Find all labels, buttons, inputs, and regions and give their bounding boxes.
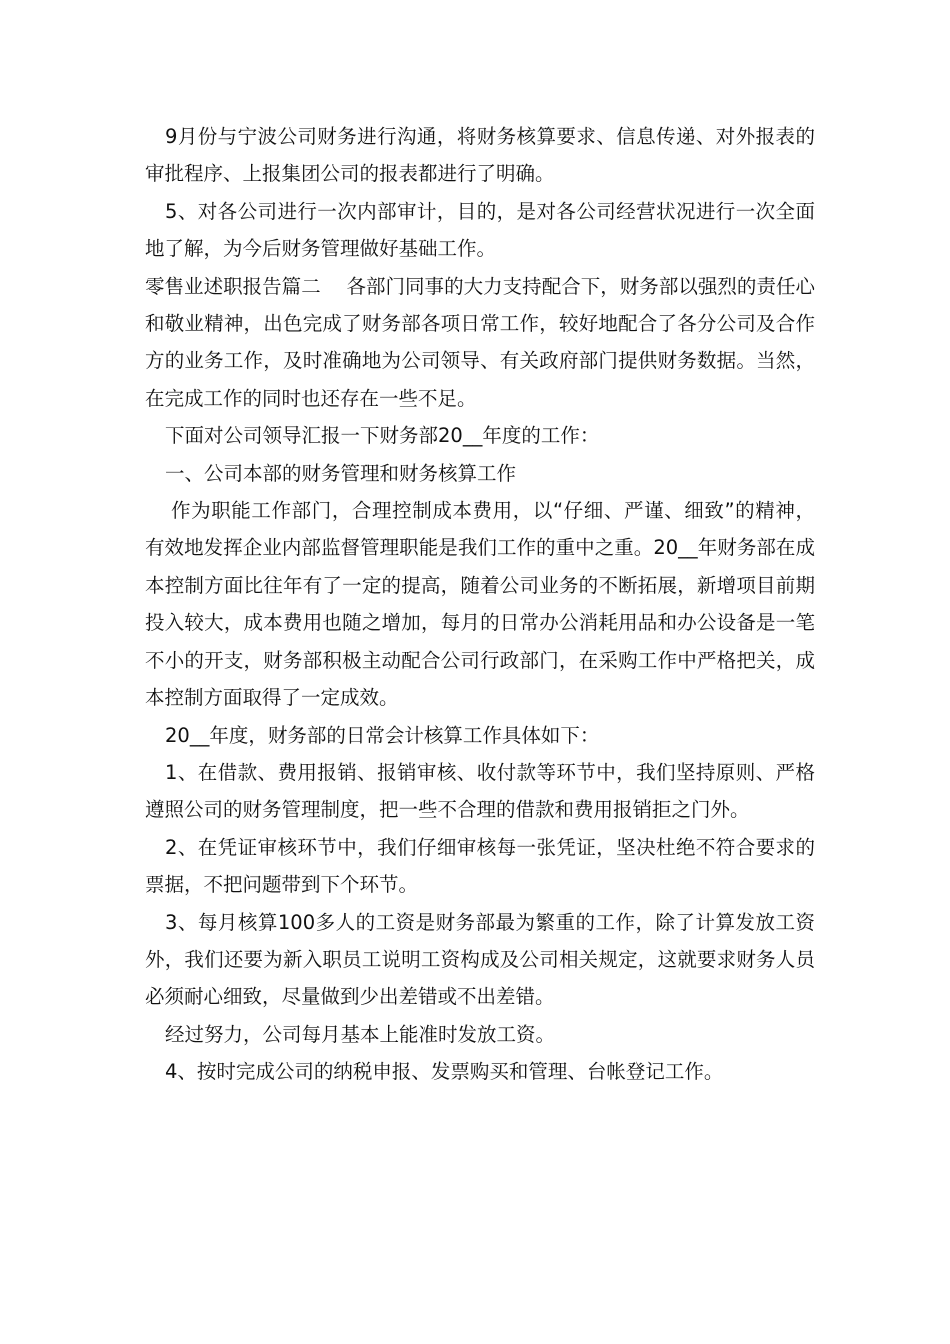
list-item: 2、在凭证审核环节中，我们仔细审核每一张凭证，坚决杜绝不符合要求的票据，不把问题带到下个环节。	[145, 835, 815, 897]
list-item: 4、按时完成公司的纳税申报、发票购买和管理、台帐登记工作。	[165, 1060, 724, 1084]
paragraph: 5、对各公司进行一次内部审计，目的，是对各公司经营状况进行一次全面地了解，为今后财务管理做好基础工作。	[145, 199, 815, 261]
paragraph: 作为职能工作部门，合理控制成本费用，以“仔细、严谨、细致”的精神，有效地发挥企业内部监督管理职能是我们工作的重中之重。20__年财务部在成本控制方面比往年有了一定的提高，随着公司业务的不断拓展，新增项目前期投入较大，成本费用也随之增加，每月的日常办公消耗用品和办公设备是一笔不小的开支，财务部积极主动配合公司行政部门，在采购工作中严格把关，成本控制方面取得了一定成效。	[145, 499, 815, 710]
paragraph: 下面对公司领导汇报一下财务部20__年度的工作：	[165, 424, 600, 448]
section-heading: 一、公司本部的财务管理和财务核算工作	[165, 461, 517, 485]
list-item: 1、在借款、费用报销、报销审核、收付款等环节中，我们坚持原则、严格遵照公司的财务管理制度，把一些不合理的借款和费用报销拒之门外。	[145, 760, 815, 822]
paragraph: 零售业述职报告篇二 各部门同事的大力支持配合下，财务部以强烈的责任心和敬业精神，出色完成了财务部各项日常工作，较好地配合了各分公司及合作方的业务工作，及时准确地为公司领导、有关政府部门提供财务数据。当然，在完成工作的同时也还存在一些不足。	[145, 274, 815, 410]
list-item: 3、每月核算100多人的工资是财务部最为繁重的工作，除了计算发放工资外，我们还要为新入职员工说明工资构成及公司相关规定，这就要求财务人员必须耐心细致，尽量做到少出差错或不出差错。	[145, 910, 815, 1009]
paragraph: 9月份与宁波公司财务进行沟通，将财务核算要求、信息传递、对外报表的审批程序、上报集团公司的报表都进行了明确。	[145, 125, 815, 186]
document-body	[145, 118, 815, 1091]
paragraph: 经过努力，公司每月基本上能准时发放工资。	[165, 1022, 556, 1046]
paragraph: 20__年度，财务部的日常会计核算工作具体如下：	[165, 723, 600, 747]
